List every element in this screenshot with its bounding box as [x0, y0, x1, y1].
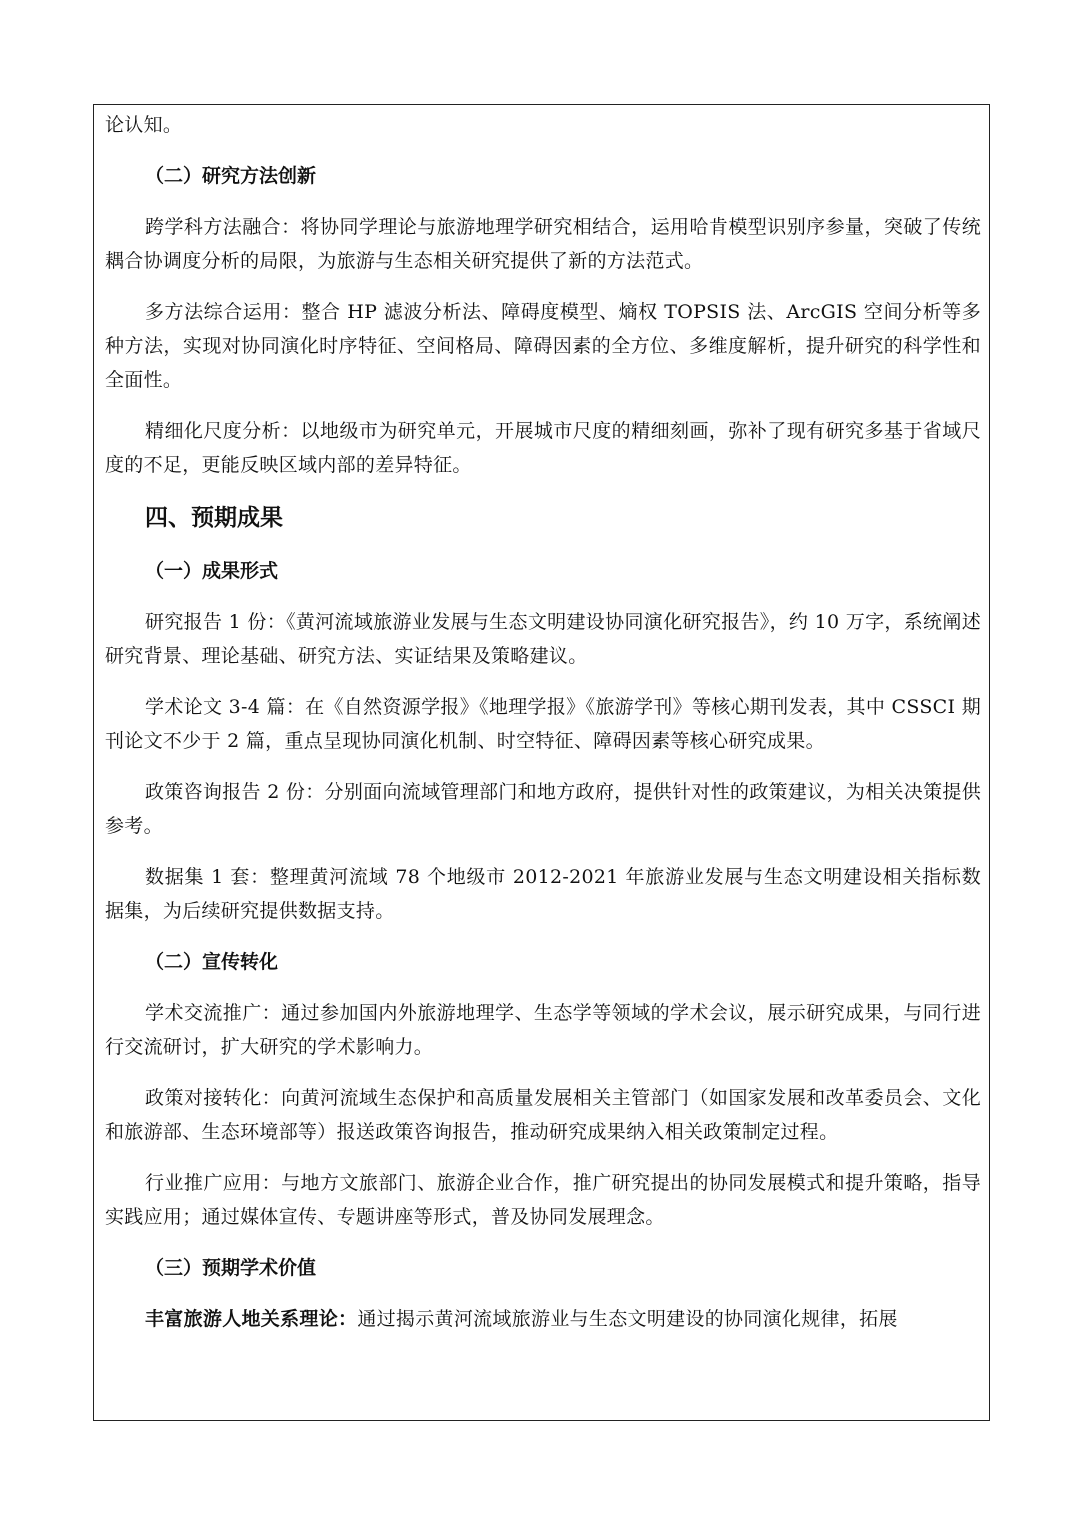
paragraph-form-1: 研究报告 1 份：《黄河流域旅游业发展与生态文明建设协同演化研究报告》，约 10 万字，系统阐述研究背景、理论基础、研究方法、实证结果及策略建议。 [105, 611, 981, 667]
heading-academic-value: （三）预期学术价值 [145, 1257, 317, 1279]
paragraph-value-1 [105, 1302, 981, 1336]
paragraph-value-1-lead: 丰富旅游人地关系理论： [145, 1308, 358, 1330]
heading-method-innovation: （二）研究方法创新 [145, 165, 317, 187]
paragraph-form-2: 学术论文 3-4 篇：在《自然资源学报》《地理学报》《旅游学刊》等核心期刊发表，其中 CSSCI 期刊论文不少于 2 篇，重点呈现协同演化机制、时空特征、障碍因素等核心研究成果。 [105, 696, 981, 752]
paragraph-method-3: 精细化尺度分析：以地级市为研究单元，开展城市尺度的精细刻画，弥补了现有研究多基于省域尺度的不足，更能反映区域内部的差异特征。 [105, 420, 981, 476]
paragraph-promo-2: 政策对接转化：向黄河流域生态保护和高质量发展相关主管部门（如国家发展和改革委员会、文化和旅游部、生态环境部等）报送政策咨询报告，推动研究成果纳入相关政策制定过程。 [105, 1087, 981, 1143]
paragraph-promo-1: 学术交流推广：通过参加国内外旅游地理学、生态学等领域的学术会议，展示研究成果，与同行进行交流研讨，扩大研究的学术影响力。 [105, 1002, 981, 1058]
heading-outcome-form: （一）成果形式 [145, 560, 279, 582]
paragraph-promo-3: 行业推广应用：与地方文旅部门、旅游企业合作，推广研究提出的协同发展模式和提升策略，指导实践应用；通过媒体宣传、专题讲座等形式，普及协同发展理念。 [105, 1172, 981, 1228]
heading-section-4: 四、预期成果 [145, 505, 283, 531]
paragraph-continuation: 论认知。 [105, 114, 183, 136]
paragraph-form-4: 数据集 1 套：整理黄河流域 78 个地级市 2012-2021 年旅游业发展与生态文明建设相关指标数据集，为后续研究提供数据支持。 [105, 866, 981, 922]
paragraph-value-1-text: 通过揭示黄河流域旅游业与生态文明建设的协同演化规律，拓展 [357, 1308, 898, 1330]
heading-promotion: （二）宣传转化 [145, 951, 279, 973]
paragraph-form-3: 政策咨询报告 2 份：分别面向流域管理部门和地方政府，提供针对性的政策建议，为相关决策提供参考。 [105, 781, 981, 837]
paragraph-method-1: 跨学科方法融合：将协同学理论与旅游地理学研究相结合，运用哈肯模型识别序参量，突破了传统耦合协调度分析的局限，为旅游与生态相关研究提供了新的方法范式。 [105, 216, 981, 272]
document-body [105, 108, 981, 1336]
paragraph-method-2: 多方法综合运用：整合 HP 滤波分析法、障碍度模型、熵权 TOPSIS 法、ArcGIS 空间分析等多种方法，实现对协同演化时序特征、空间格局、障碍因素的全方位、多维度解析，提升研究的科学性和全面性。 [105, 301, 981, 391]
